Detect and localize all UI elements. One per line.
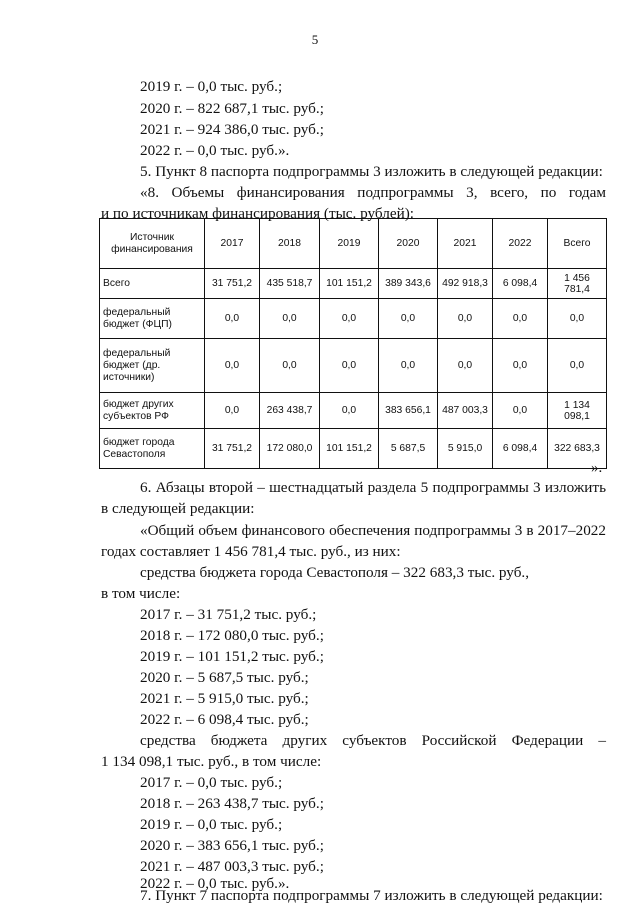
table-row (100, 429, 607, 469)
table-cell: 322 683,3 (548, 429, 607, 469)
table-cell: 487 003,3 (438, 393, 493, 429)
table-cell: 0,0 (379, 299, 438, 339)
table-cell: 0,0 (548, 339, 607, 393)
header-cell: 2018 (260, 219, 320, 269)
table-cell: 101 151,2 (320, 429, 379, 469)
text-line: 2021 г. – 487 003,3 тыс. руб.; (140, 858, 324, 875)
header-cell: Источник финансирования (100, 219, 205, 269)
table-cell: 0,0 (320, 339, 379, 393)
header-cell: 2020 (379, 219, 438, 269)
header-cell: 2022 (493, 219, 548, 269)
header-cell: 2017 (205, 219, 260, 269)
table-cell: федеральный бюджет (ФЦП) (100, 299, 205, 339)
text-line: и по источникам финансирования (тыс. рублей): (101, 205, 415, 222)
table-cell: 6 098,4 (493, 269, 548, 299)
table-cell: 0,0 (260, 299, 320, 339)
text-line: 2017 г. – 31 751,2 тыс. руб.; (140, 606, 317, 623)
text-line: 2020 г. – 5 687,5 тыс. руб.; (140, 669, 309, 686)
financing-table (99, 218, 607, 469)
table-cell: 435 518,7 (260, 269, 320, 299)
text-line: 1 134 098,1 тыс. руб., в том числе: (101, 753, 322, 770)
table-cell: Всего (100, 269, 205, 299)
table-cell: 101 151,2 (320, 269, 379, 299)
table-cell: 0,0 (493, 393, 548, 429)
table-cell: 0,0 (548, 299, 607, 339)
text-line: средства бюджета города Севастополя – 322 683,3 тыс. руб., (140, 564, 530, 581)
table-cell: 389 343,6 (379, 269, 438, 299)
table-row (100, 393, 607, 429)
table-cell: 1 456 781,4 (548, 269, 607, 299)
table-cell: 172 080,0 (260, 429, 320, 469)
table-cell: 31 751,2 (205, 429, 260, 469)
text-line: 2022 г. – 6 098,4 тыс. руб.; (140, 711, 309, 728)
text-line: средства бюджета других субъектов Российской Федерации – (140, 732, 606, 749)
table-cell: бюджет других субъектов РФ (100, 393, 205, 429)
table-cell: 0,0 (205, 339, 260, 393)
table-row (100, 269, 607, 299)
table-closing-quote: ». (591, 460, 603, 476)
header-cell: Всего (548, 219, 607, 269)
table-cell: бюджет города Севастополя (100, 429, 205, 469)
table-cell: 492 918,3 (438, 269, 493, 299)
table-cell: 263 438,7 (260, 393, 320, 429)
table-cell: 0,0 (320, 299, 379, 339)
table-header-row (100, 219, 607, 269)
text-line: 2018 г. – 263 438,7 тыс. руб.; (140, 795, 324, 812)
text-line: «8. Объемы финансирования подпрограммы 3, всего, по годам (140, 184, 606, 201)
text-line: 2019 г. – 101 151,2 тыс. руб.; (140, 648, 324, 665)
header-cell: 2021 (438, 219, 493, 269)
table-cell: 5 915,0 (438, 429, 493, 469)
table-cell: 0,0 (320, 393, 379, 429)
text-line: 2020 г. – 383 656,1 тыс. руб.; (140, 837, 324, 854)
table-cell: 0,0 (493, 339, 548, 393)
text-line: 2017 г. – 0,0 тыс. руб.; (140, 774, 283, 791)
text-line: в том числе: (101, 585, 181, 602)
text-line: 2021 г. – 5 915,0 тыс. руб.; (140, 690, 309, 707)
table-cell: 0,0 (205, 393, 260, 429)
table-cell: 1 134 098,1 (548, 393, 607, 429)
table-cell: 0,0 (438, 299, 493, 339)
table-cell: 383 656,1 (379, 393, 438, 429)
text-line: 2022 г. – 0,0 тыс. руб.». (140, 875, 290, 892)
table-cell: 0,0 (260, 339, 320, 393)
table-cell: 0,0 (205, 299, 260, 339)
text-line: 6. Абзацы второй – шестнадцатый раздела 5 подпрограммы 3 изложить (140, 479, 606, 496)
text-line: 2020 г. – 822 687,1 тыс. руб.; (140, 100, 324, 117)
table-row (100, 339, 607, 393)
table-cell: 5 687,5 (379, 429, 438, 469)
text-line: 2021 г. – 924 386,0 тыс. руб.; (140, 121, 324, 138)
header-cell: 2019 (320, 219, 379, 269)
table-cell: 0,0 (493, 299, 548, 339)
text-line: «Общий объем финансового обеспечения подпрограммы 3 в 2017–2022 (140, 522, 606, 539)
text-line: годах составляет 1 456 781,4 тыс. руб., из них: (101, 543, 401, 560)
text-line: в следующей редакции: (101, 500, 255, 517)
text-line: 2022 г. – 0,0 тыс. руб.». (140, 142, 290, 159)
table-cell: федеральный бюджет (др. источники) (100, 339, 205, 393)
page-number: 5 (311, 32, 319, 47)
text-line: 5. Пункт 8 паспорта подпрограммы 3 изложить в следующей редакции: (140, 163, 603, 180)
table-cell: 0,0 (438, 339, 493, 393)
table-cell: 0,0 (379, 339, 438, 393)
text-line: 2019 г. – 0,0 тыс. руб.; (140, 78, 283, 95)
text-line: 2019 г. – 0,0 тыс. руб.; (140, 816, 283, 833)
table-row (100, 299, 607, 339)
table-cell: 6 098,4 (493, 429, 548, 469)
text-line: 2018 г. – 172 080,0 тыс. руб.; (140, 627, 324, 644)
table-cell: 31 751,2 (205, 269, 260, 299)
text-line: 7. Пункт 7 паспорта подпрограммы 7 изложить в следующей редакции: (140, 887, 603, 904)
